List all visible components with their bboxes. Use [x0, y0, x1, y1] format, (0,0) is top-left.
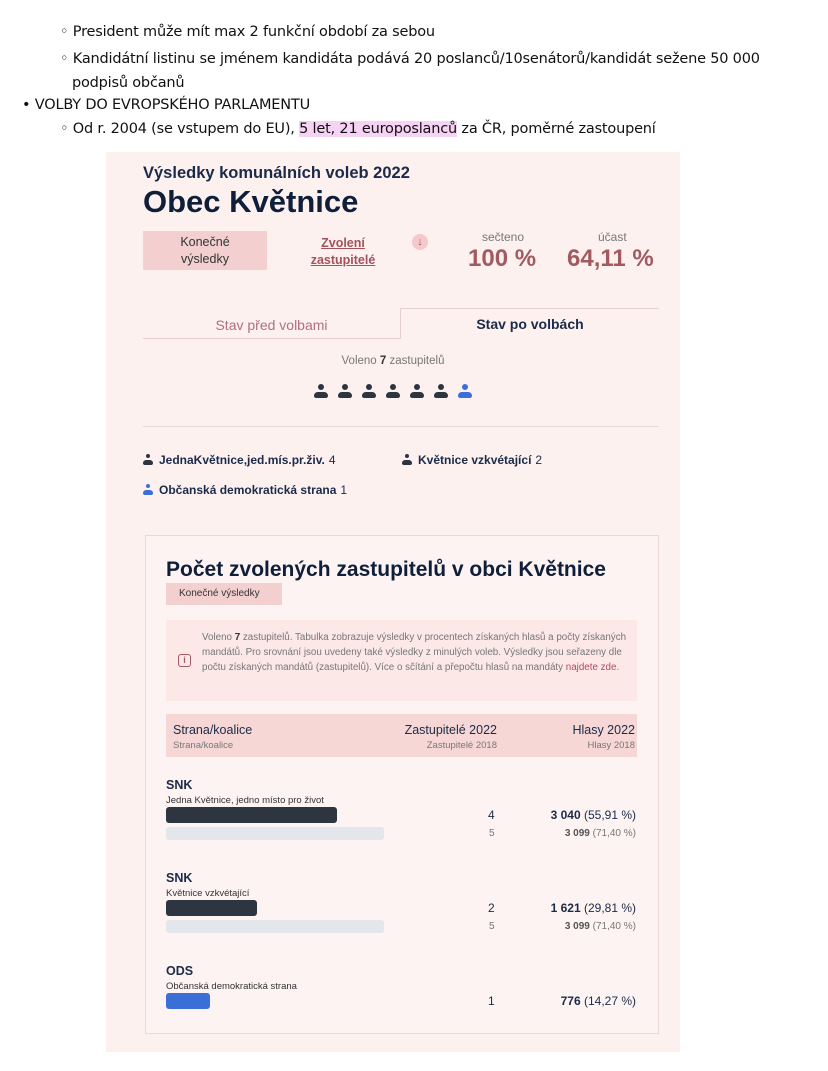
info-box [166, 620, 637, 701]
row-votes: 3 040 (55,91 %) [550, 808, 636, 822]
divider [143, 426, 659, 427]
counted-label: sečteno [482, 230, 525, 244]
results-table-box [145, 535, 659, 1034]
row-name: Květnice vzkvétající [166, 888, 250, 899]
elected-link[interactable]: Zvolení zastupitelé [310, 236, 376, 267]
person-icon [402, 454, 412, 466]
elected-count-text: Voleno 7 zastupitelů [341, 355, 445, 367]
counted-value: 100 % [468, 245, 537, 272]
header-votes[interactable]: Hlasy 2022 [572, 723, 635, 737]
votes-2018-bar [166, 827, 384, 840]
table-header [166, 714, 637, 757]
row-seats: 2 [488, 901, 495, 915]
votes-bar [166, 807, 337, 823]
note-item: ◦ Od r. 2004 (se vstupem do EU), 5 let, 21 europoslanců za ČR, poměrné zastoupení [60, 121, 656, 137]
row-votes: 1 621 (29,81 %) [550, 901, 636, 915]
card-title: Obec Květnice [143, 184, 359, 219]
row-votes-2018: 3 099 (71,40 %) [564, 921, 636, 932]
header-seats[interactable]: Zastupitelé 2022 [404, 723, 497, 737]
final-results-button[interactable]: Konečné výsledky [143, 231, 267, 270]
row-abbr: SNK [166, 778, 193, 792]
legend-item: JednaKvětnice,jed.mís.pr.živ. 4 [143, 453, 336, 467]
header-votes-sub: Hlasy 2018 [587, 740, 635, 751]
tab-after-election[interactable]: Stav po volbách [400, 308, 659, 339]
person-icon [143, 454, 153, 466]
card-subtitle: Výsledky komunálních voleb 2022 [143, 164, 410, 182]
legend-item: Květnice vzkvétající 2 [402, 453, 542, 467]
tab-before-election[interactable]: Stav před volbami [143, 308, 400, 339]
seat-person-icon [458, 384, 472, 400]
note-item: ◦ Kandidátní listinu se jménem kandidáta podává 20 poslanců/10senátorů/kandidát sežene 50 000 [60, 51, 760, 67]
row-seats: 1 [488, 994, 495, 1008]
row-seats-2018: 5 [489, 828, 495, 839]
highlight: 5 let, 21 europoslanců [299, 121, 457, 137]
seat-person-icon [386, 384, 400, 400]
turnout-value: 64,11 % [567, 245, 654, 272]
election-card [106, 152, 680, 1052]
legend-item: Občanská demokratická strana 1 [143, 483, 347, 497]
seat-person-icon [314, 384, 328, 400]
turnout-label: účast [598, 230, 627, 244]
header-party-sub: Strana/koalice [173, 740, 234, 751]
final-results-chip: Konečné výsledky [166, 583, 282, 605]
header-party[interactable]: Strana/koalice [173, 723, 253, 737]
row-seats-2018: 5 [489, 921, 495, 932]
seat-person-icon [338, 384, 352, 400]
tabs [143, 308, 659, 339]
note-item: podpisů občanů [72, 75, 185, 91]
info-link[interactable]: najdete zde [565, 662, 617, 673]
votes-bar [166, 900, 257, 916]
row-name: Občanská demokratická strana [166, 981, 297, 992]
row-votes: 776 (14,27 %) [560, 994, 636, 1008]
row-abbr: ODS [166, 964, 194, 978]
table-title: Počet zvolených zastupitelů v obci Květnice [166, 558, 606, 581]
row-abbr: SNK [166, 871, 193, 885]
row-name: Jedna Květnice, jedno místo pro život [166, 795, 324, 806]
seat-icons [106, 384, 680, 405]
header-seats-sub: Zastupitelé 2018 [426, 740, 497, 751]
seat-person-icon [434, 384, 448, 400]
note-item: • VOLBY DO EVROPSKÉHO PARLAMENTU [22, 97, 310, 113]
info-text: Voleno 7 zastupitelů. Tabulka zobrazuje výsledky v procentech získaných hlasů a počty získaných mandátů. Pro srovnání jsou uvedeny také výsledky z minulých voleb. Výsledky jsou seřazeny dle počtu získaných mandátů (zastupitelů). Více o sčítání a přepočtu hlasů na mandáty najdete zde. [202, 632, 627, 673]
votes-2018-bar [166, 920, 384, 933]
info-icon: i [178, 654, 191, 667]
seat-person-icon [410, 384, 424, 400]
row-seats: 4 [488, 808, 495, 822]
votes-bar [166, 993, 210, 1009]
seat-person-icon [362, 384, 376, 400]
arrow-down-icon[interactable]: ↓ [412, 234, 428, 250]
row-votes-2018: 3 099 (71,40 %) [564, 828, 636, 839]
person-icon [143, 484, 153, 496]
note-item: ◦ President může mít max 2 funkční období za sebou [60, 24, 435, 40]
